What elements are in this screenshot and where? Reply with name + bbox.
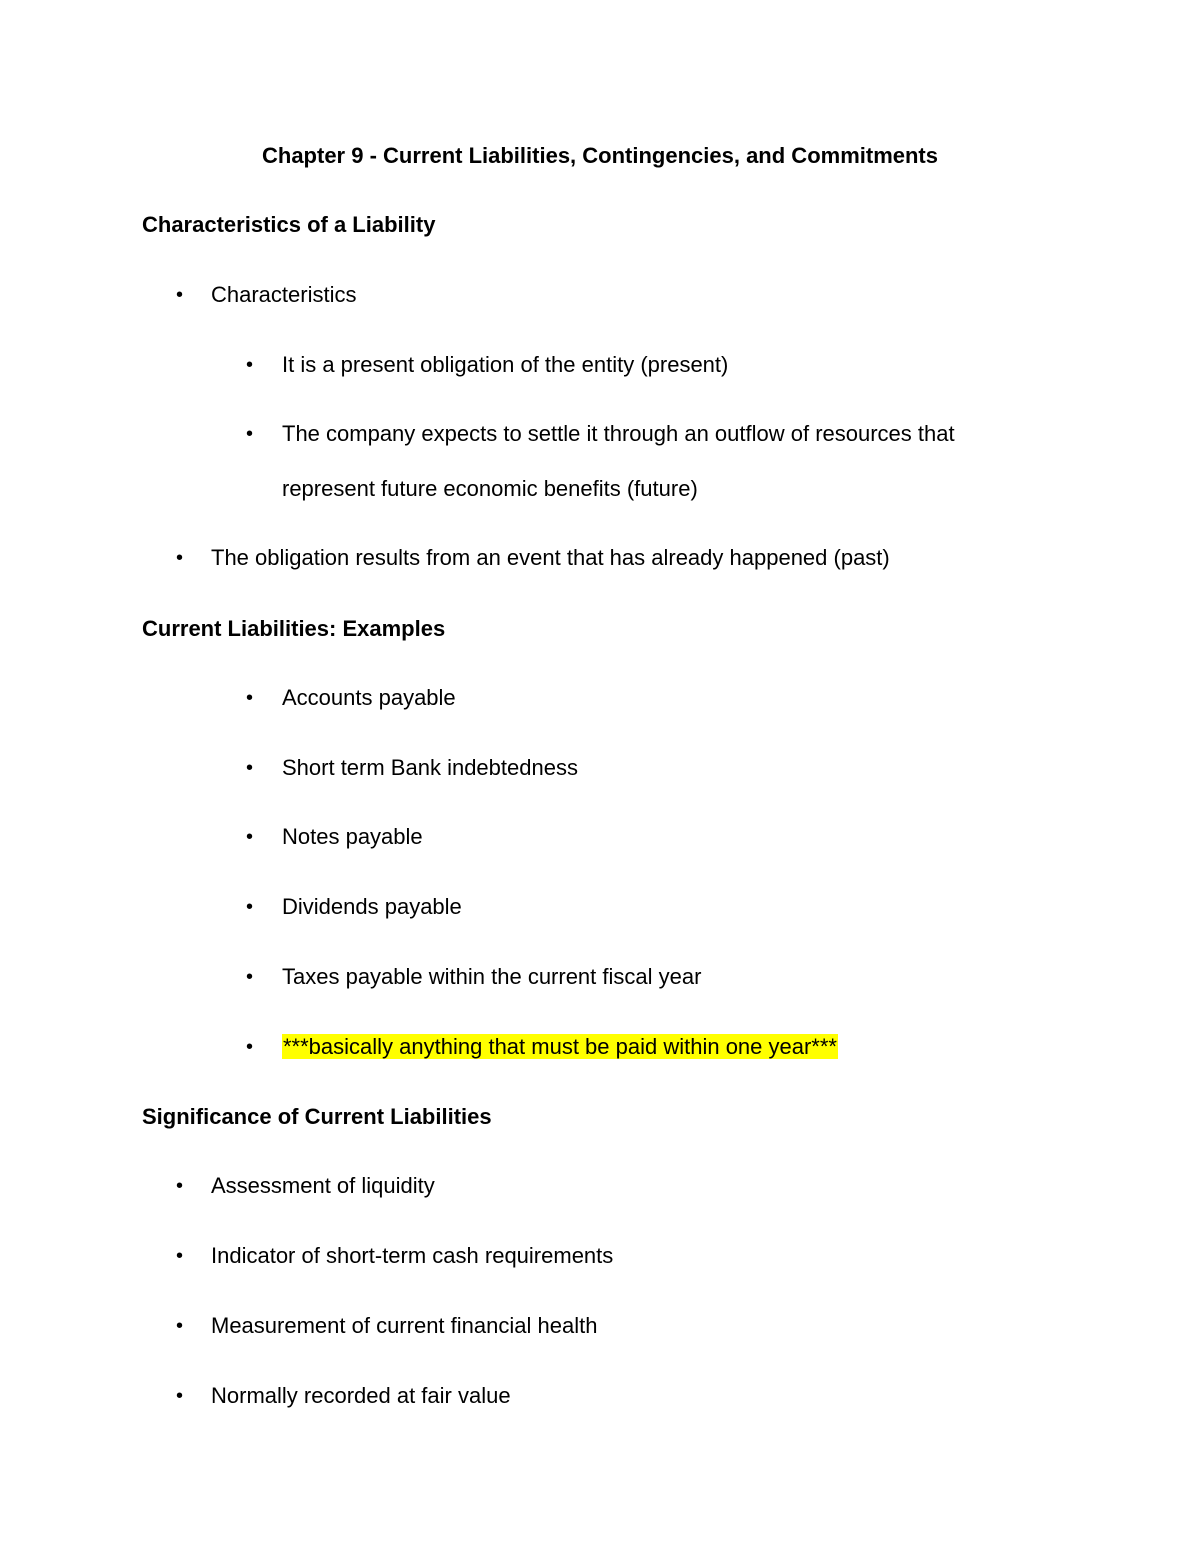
list-item: Taxes payable within the current fiscal year [282, 964, 702, 989]
list-item: Indicator of short-term cash requirements [211, 1243, 614, 1268]
list-item: Short term Bank indebtedness [282, 755, 578, 780]
bullet-marker: • [176, 1175, 184, 1197]
list-item: Measurement of current financial health [211, 1313, 598, 1338]
bullet-marker: • [246, 1036, 254, 1058]
highlighted-list-item [282, 1033, 838, 1061]
bullet-marker: • [246, 354, 254, 376]
list-item: It is a present obligation of the entity (present) [282, 352, 729, 377]
list-item: The obligation results from an event that has already happened (past) [211, 545, 890, 570]
bullet-marker: • [176, 284, 184, 306]
section-heading-examples: Current Liabilities: Examples [142, 616, 446, 641]
list-item: Characteristics [211, 282, 357, 307]
list-item: Notes payable [282, 824, 423, 849]
bullet-marker: • [246, 826, 254, 848]
bullet-marker: • [246, 896, 254, 918]
list-item: Assessment of liquidity [211, 1173, 435, 1198]
bullet-marker: • [176, 547, 184, 569]
list-item-continuation: represent future economic benefits (future) [282, 476, 698, 501]
bullet-marker: • [176, 1385, 184, 1407]
page-title: Chapter 9 - Current Liabilities, Contingencies, and Commitments [262, 143, 938, 168]
bullet-marker: • [246, 757, 254, 779]
section-heading-characteristics: Characteristics of a Liability [142, 212, 436, 237]
list-item: Dividends payable [282, 894, 462, 919]
list-item: The company expects to settle it through an outflow of resources that [282, 421, 955, 446]
bullet-marker: • [246, 423, 254, 445]
section-heading-significance: Significance of Current Liabilities [142, 1104, 492, 1129]
bullet-marker: • [176, 1245, 184, 1267]
highlighted-text: ***basically anything that must be paid within one year*** [283, 1034, 837, 1059]
bullet-marker: • [246, 966, 254, 988]
bullet-marker: • [246, 687, 254, 709]
list-item: Normally recorded at fair value [211, 1383, 511, 1408]
bullet-marker: • [176, 1315, 184, 1337]
list-item: Accounts payable [282, 685, 456, 710]
